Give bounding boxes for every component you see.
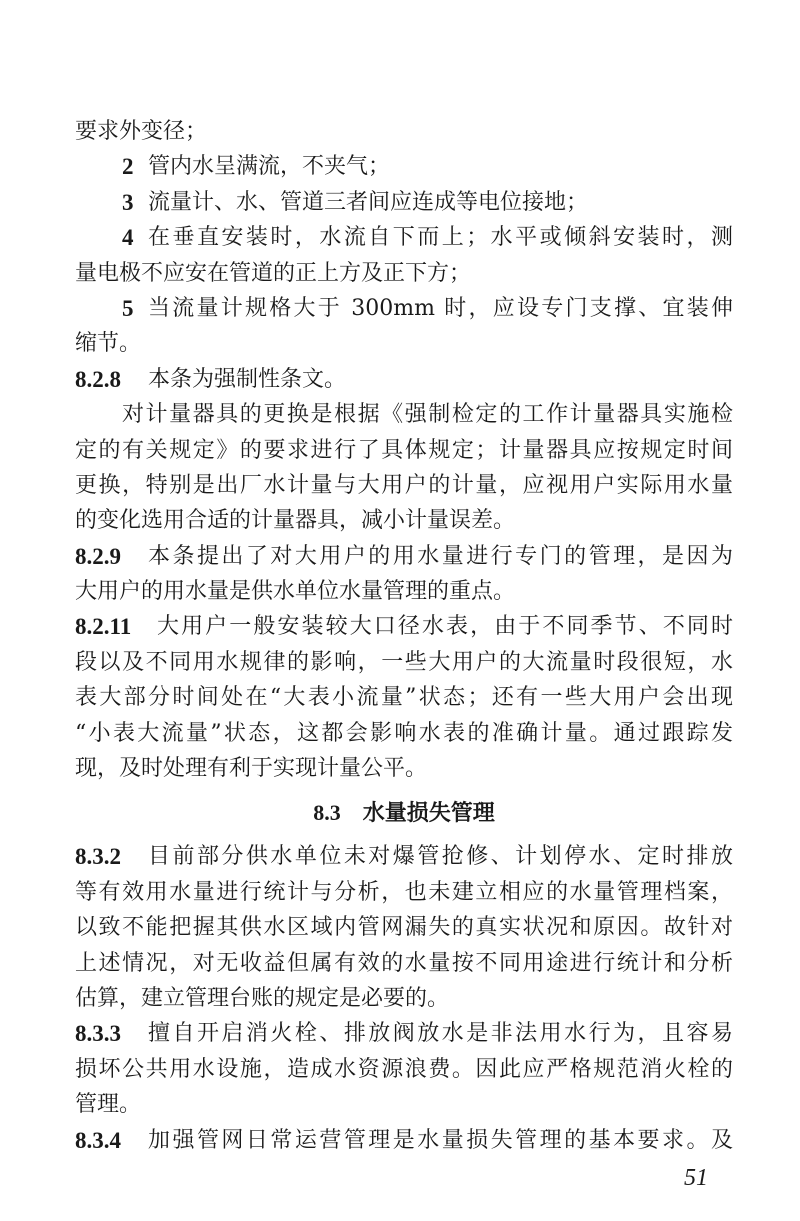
line-text: 的变化选用合适的计量器具，减小计量误差。 [75,508,516,534]
text-line [75,946,733,981]
text-line [75,114,733,149]
clause-line-numbered [75,291,733,326]
clause-line-numbered [75,1016,733,1051]
document-body [75,114,733,1158]
clause-number: 4 [122,225,134,251]
text-line [75,680,733,715]
text-line [75,433,733,468]
line-text: 在垂直安装时，水流自下而上；水平或倾斜安装时，测 [148,225,733,251]
clause-line-numbered [75,149,733,184]
line-text: 现，及时处理有利于实现计量公平。 [75,756,428,782]
text-line [75,574,733,609]
line-text: 量电极不应安在管道的正上方及正下方； [75,260,472,286]
text-line [75,751,733,786]
clause-line-numbered [75,185,733,220]
clause-number: 8.2.8 [75,366,121,392]
clause-number: 8.3.4 [75,1127,121,1153]
clause-number: 8.2.11 [75,614,132,640]
line-text: 要求外变径； [75,119,208,144]
clause-number: 3 [122,189,134,215]
text-line [75,910,733,945]
text-line [75,645,733,680]
text-line [75,716,733,751]
section-number: 8.3 [313,800,341,826]
clause-block-8-3 [75,839,733,1158]
line-text: 上述情况，对无收益但属有效的水量按不同用途进行统计和分析 [75,950,733,976]
line-text: 表大部分时间处在“大表小流量”状态；还有一些大用户会出现 [75,685,733,711]
line-text: 损坏公共用水设施，造成水资源浪费。因此应严格规范消火栓的 [75,1056,733,1082]
section-title: 水量损失管理 [362,800,495,827]
line-text: 加强管网日常运营管理是水量损失管理的基本要求。及 [148,1127,733,1153]
line-text: 当流量计规格大于 300mm 时，应设专门支撑、宜装伸 [148,295,733,321]
text-line [75,981,733,1016]
text-line [75,1087,733,1122]
line-text: 管理。 [75,1092,142,1118]
clause-number: 8.2.9 [75,543,121,569]
line-text: 段以及不同用水规律的影响，一些大用户的大流量时段很短，水 [75,649,733,675]
line-text: 本条提出了对大用户的用水量进行专门的管理，是因为 [148,543,733,569]
clause-line-numbered [75,362,733,397]
line-text: 擅自开启消火栓、排放阀放水是非法用水行为，且容易 [148,1021,733,1047]
clause-line-numbered [75,1123,733,1158]
text-line [75,256,733,291]
text-line [75,468,733,503]
line-text: 估算，建立管理台账的规定是必要的。 [75,985,450,1011]
text-line [75,503,733,538]
line-text: 对计量器具的更换是根据《强制检定的工作计量器具实施检 [122,402,733,428]
line-text: 定的有关规定》的要求进行了具体规定；计量器具应按规定时间 [75,437,733,463]
line-text: 本条为强制性条文。 [148,366,347,392]
text-line [75,397,733,432]
clause-number: 2 [122,154,134,180]
line-text: 以致不能把握其供水区域内管网漏失的真实状况和原因。故针对 [75,915,733,941]
clause-line-numbered [75,609,733,644]
text-line [75,875,733,910]
clause-block-8-2 [75,114,733,786]
line-text: 管内水呈满流，不夹气； [148,154,391,180]
text-line [75,326,733,361]
clause-number: 8.3.2 [75,844,121,870]
clause-line-numbered [75,539,733,574]
line-text: 更换，特别是出厂水计量与大用户的计量，应视用户实际用水量 [75,472,733,498]
clause-number: 8.3.3 [75,1021,121,1047]
line-text: 大用户一般安装较大口径水表，由于不同季节、不同时 [157,614,733,640]
page-number: 51 [684,1165,708,1191]
section-heading [75,786,733,839]
line-text: 缩节。 [75,331,142,357]
clause-number: 5 [122,295,134,321]
line-text: 目前部分供水单位未对爆管抢修、计划停水、定时排放 [148,844,733,870]
clause-line-numbered [75,220,733,255]
line-text: 大用户的用水量是供水单位水量管理的重点。 [75,579,516,605]
line-text: 流量计、水、管道三者间应连成等电位接地； [148,189,589,215]
text-line [75,1052,733,1087]
clause-line-numbered [75,839,733,874]
line-text: 等有效用水量进行统计与分析，也未建立相应的水量管理档案， [75,879,733,905]
line-text: “小表大流量”状态，这都会影响水表的准确计量。通过跟踪发 [75,720,733,746]
